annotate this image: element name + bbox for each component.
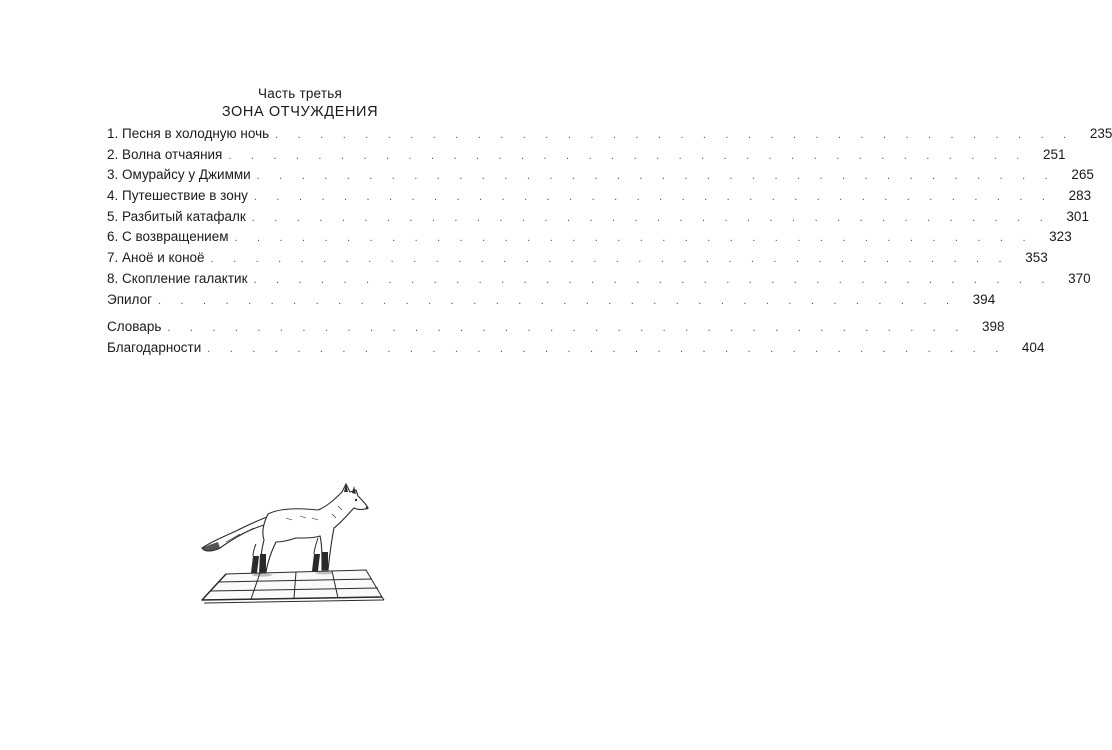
toc-entry-title: 2. Волна отчаяния [107,146,223,162]
toc-entry[interactable] [107,269,1091,290]
toc-entry-page: 235 [1089,126,1112,141]
toc-entry[interactable] [107,338,1045,359]
toc-entry-page: 404 [1021,339,1045,355]
dot-leader: . . . . . . . . . . . . . . . . . . . . . . . . . . . . . . . . . . . . [275,129,1075,141]
toc-entry-page: 265 [1071,167,1094,183]
toc-entry-title: 5. Разбитый катафалк [107,208,246,224]
toc-entry[interactable] [107,186,1092,207]
toc-entry[interactable] [107,248,1048,269]
dot-leader: . . . . . . . . . . . . . . . . . . . . . . . . . . . . . . . . . . . . [207,342,1007,355]
toc-entry-page: 283 [1068,188,1092,204]
tiled-floor [202,570,384,603]
toc-entry-page: 398 [982,319,1005,335]
toc-entry-title: 4. Путешествие в зону [107,188,248,204]
dot-leader: . . . . . . . . . . . . . . . . . . . . . . . . . . . . . . . . . . . . [167,322,967,335]
toc-entry-title: 3. Омурайсу у Джимми [107,167,251,183]
toc-entry-page: 251 [1043,146,1066,162]
toc-entry-page: 353 [1025,250,1048,266]
toc-entry[interactable] [107,290,996,311]
toc-entry[interactable] [107,317,1005,338]
dot-leader: . . . . . . . . . . . . . . . . . . . . . . . . . . . . . . . . . . . . [234,232,1034,245]
toc-entry-page: 301 [1066,208,1089,224]
toc-entry[interactable] [107,207,1089,228]
toc-entry-page: 394 [972,291,996,307]
toc-entry-page: 323 [1049,229,1072,245]
dot-leader: . . . . . . . . . . . . . . . . . . . . . . . . . . . . . . . . . . . . [158,294,958,307]
toc-entry-title: 1. Песня в холодную ночь [107,126,270,141]
dot-leader: . . . . . . . . . . . . . . . . . . . . . . . . . . . . . . . . . . . . [210,253,1010,266]
toc-entry-title: 7. Аноё и коноё [107,250,205,266]
fox-illustration [196,462,396,607]
toc-entry[interactable] [107,124,1112,145]
toc-entry-title: 8. Скопление галактик [107,270,248,286]
section-title: ЗОНА ОТЧУЖДЕНИЯ [221,104,379,120]
fox-icon [196,462,396,607]
part-subtitle: Часть третья [258,86,342,101]
toc-entry-title: Эпилог [107,291,153,307]
toc-entry[interactable] [107,145,1066,166]
toc-entry-title: Благодарности [107,339,202,355]
dot-leader: . . . . . . . . . . . . . . . . . . . . . . . . . . . . . . . . . . . . [228,149,1028,162]
toc-entry[interactable] [107,227,1072,248]
dot-leader: . . . . . . . . . . . . . . . . . . . . . . . . . . . . . . . . . . . . [251,211,1051,224]
dot-leader: . . . . . . . . . . . . . . . . . . . . . . . . . . . . . . . . . . . . [253,273,1053,286]
toc-entry-title: Словарь [107,319,162,335]
dot-leader: . . . . . . . . . . . . . . . . . . . . . . . . . . . . . . . . . . . . [256,170,1056,183]
toc-entry-page: 370 [1068,270,1091,286]
toc-entry-title: 6. С возвращением [107,229,229,245]
table-of-contents [107,124,1112,359]
toc-entry[interactable] [107,165,1094,186]
dot-leader: . . . . . . . . . . . . . . . . . . . . . . . . . . . . . . . . . . . . [253,191,1054,204]
